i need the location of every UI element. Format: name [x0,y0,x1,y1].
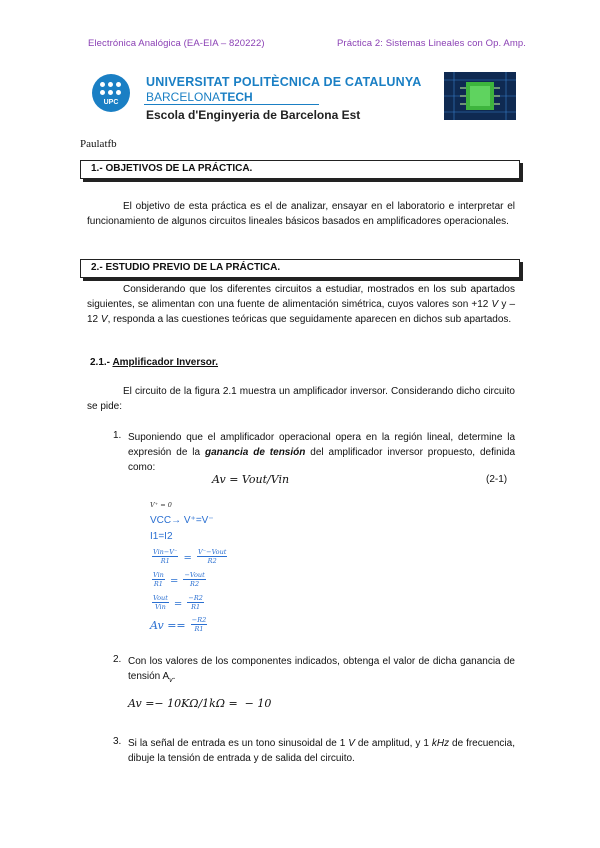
gain-equation: Av = Vout/Vin [212,473,290,486]
answer-fraction-4: Av == $\frac{-R2}{R1}$ [150,616,207,633]
section-1-heading [80,160,520,179]
question-3-text: Si la señal de entrada es un tono sinusoidal de 1 V de amplitud, y 1 kHz de frecuencia, dibuje la tensión de entrada y de salida del circuito. [128,738,515,764]
subsection-2-1-heading: 2.1.- Amplificador Inversor. [90,357,219,368]
answer-vcc-line: VCC→ V⁺=V⁻ [150,515,214,526]
answer-fraction-3: $\frac{\text{Vout}}{\text{Vin}}$ = $\frac{-R2}{R1}$ [153,594,203,611]
section-1-title: 1.- OBJETIVOS DE LA PRÁCTICA. [91,163,253,174]
question-2-number: 2. [113,654,122,665]
answer-fraction-2: $\frac{\text{Vin}}{R1}$ = $\frac{\text{−Vout}}{R2}$ [153,571,205,588]
question-2-text: Con los valores de los componentes indicados, obtenga el valor de dicha ganancia de tensión $A_v$. [128,656,515,684]
upc-logo-text: UPC [103,99,119,106]
question-3-number: 3. [113,736,122,747]
equation-label: (2-1) [486,474,508,485]
question-1-text: Suponiendo que el amplificador operacional opera en la región lineal, determine la expresión de la ganancia de tensión del amplificador inversor propuesto, definida como: [128,432,515,473]
barcelona-tech: BARCELONATECH [146,90,253,104]
logo-divider [144,104,319,105]
header-left: Electrónica Analógica (EA-EIA – 820222) [88,38,265,49]
section-1-text: El objetivo de esta práctica es el de analizar, ensayar en el laboratorio e interpretar el funcionamiento de algunos circuitos lineales básicos basados en amplificadores operacionales. [87,201,515,227]
circuit-chip-image [444,72,516,120]
answer-current-line: I1=I2 [150,531,173,542]
university-name: UNIVERSITAT POLITÈCNICA DE CATALUNYA [146,75,422,89]
question-2-answer: Av =− 10KΩ/1kΩ = − 10 [128,697,272,710]
upc-logo [92,74,130,112]
answer-vplus-zero: V⁺ = 0 [150,501,172,509]
section-2-text: Considerando que los diferentes circuitos a estudiar, mostrados en los sub apartados siguientes, se alimentan con una fuente de alimentación simétrica, cuyos valores son +12 V y –12 V, responda a las cuestiones teóricas que seguidamente aparecen en dichos sub apartados. [87,284,516,325]
section-2-title: 2.- ESTUDIO PREVIO DE LA PRÁCTICA. [91,262,281,273]
answer-fraction-1: $\frac{\text{Vin−V⁻}}{R1}$ = $\frac{\text{V⁻−Vout}}{R2}$ [153,548,227,565]
header-right: Práctica 2: Sistemas Lineales con Op. Amp. [337,38,527,49]
section-2-heading [80,259,520,278]
author-name: Paulatfb [80,138,117,150]
question-1-number: 1. [113,430,122,441]
subsection-2-1-intro: El circuito de la figura 2.1 muestra un amplificador inversor. Considerando dicho circuito se pide: [87,386,515,412]
school-name: Escola d'Enginyeria de Barcelona Est [146,108,361,122]
